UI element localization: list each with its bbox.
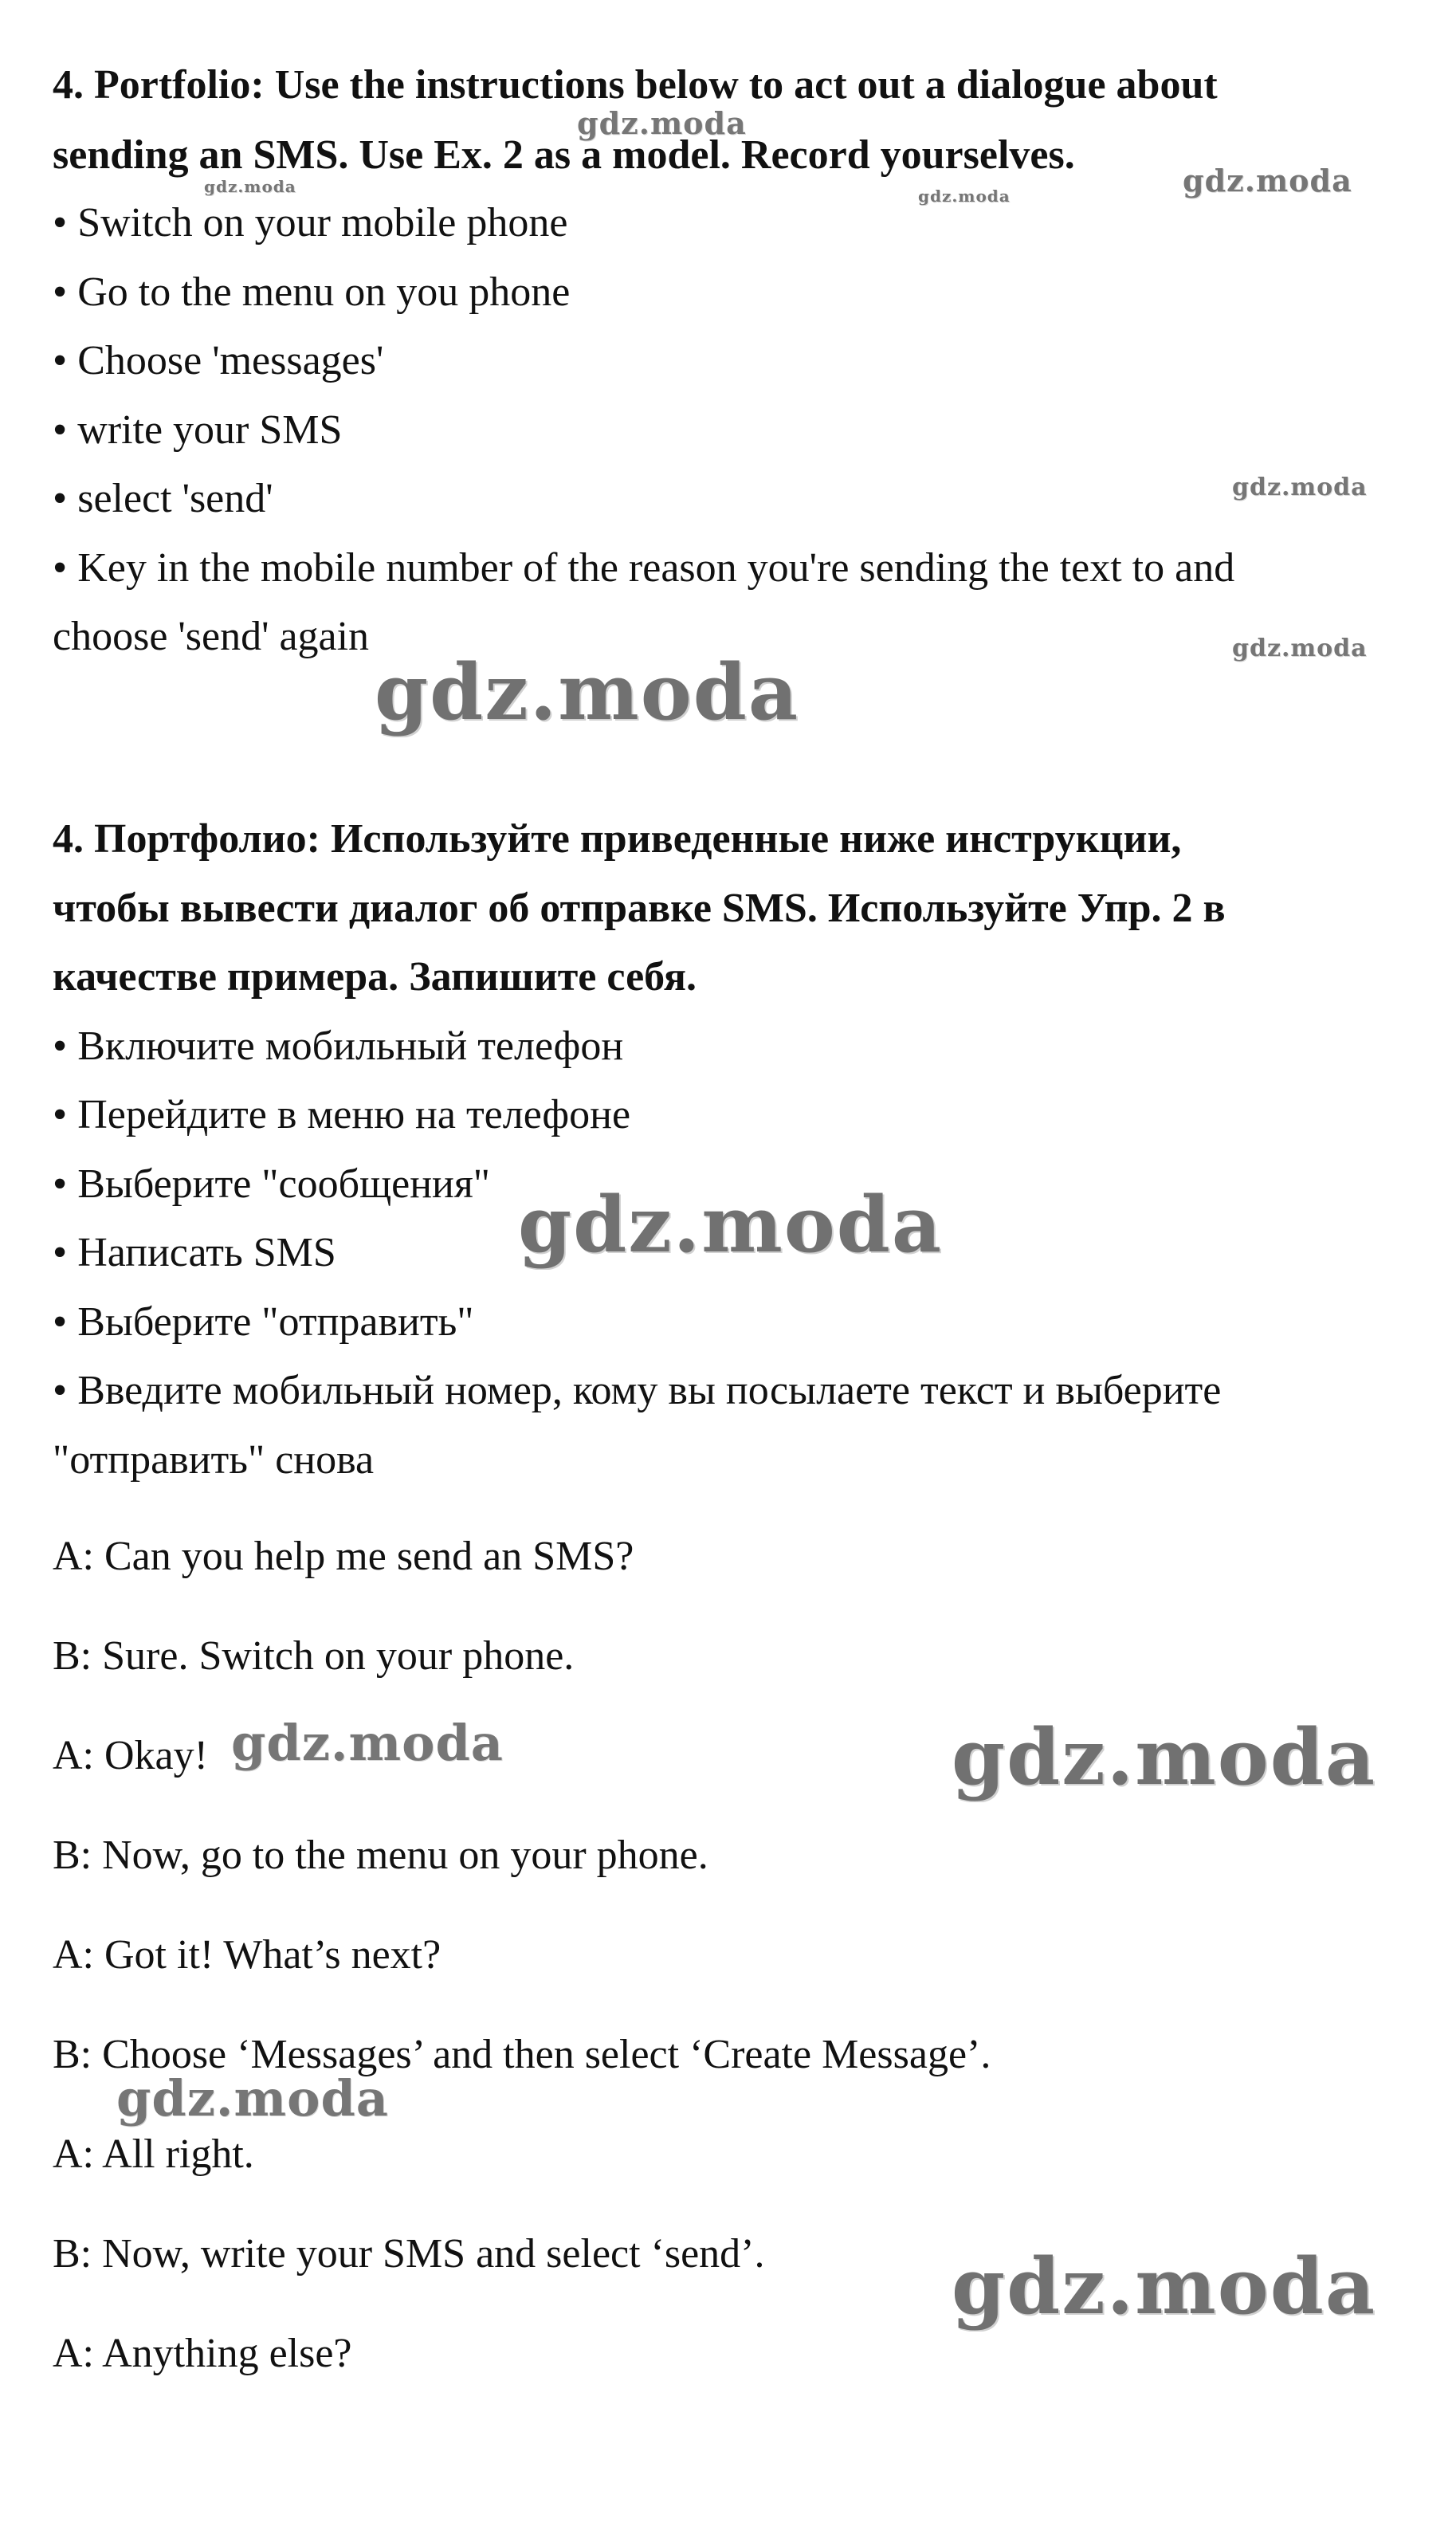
english-bullet-4: • write your SMS bbox=[53, 407, 343, 453]
dialogue-line-3: A: Okay! bbox=[53, 1733, 208, 1778]
english-bullet-2: • Go to the menu on you phone bbox=[53, 269, 571, 315]
russian-heading-line-1: 4. Портфолио: Используйте приведенные ниже инструкции, bbox=[53, 816, 1182, 862]
english-bullet-1: • Switch on your mobile phone bbox=[53, 200, 568, 246]
english-bullet-6: • Key in the mobile number of the reason you're sending the text to and bbox=[53, 545, 1235, 591]
watermark: gdz.moda bbox=[1232, 473, 1368, 501]
dialogue-line-7: A: All right. bbox=[53, 2131, 254, 2177]
english-bullet-5: • select 'send' bbox=[53, 476, 273, 521]
russian-bullet-2: • Перейдите в меню на телефоне bbox=[53, 1092, 631, 1137]
watermark: gdz.moda bbox=[1232, 634, 1368, 662]
watermark: gdz.moda bbox=[952, 2241, 1377, 2332]
watermark: gdz.moda bbox=[952, 1712, 1377, 1802]
english-bullet-continuation: choose 'send' again bbox=[53, 614, 370, 659]
watermark: gdz.moda bbox=[375, 647, 800, 737]
watermark: gdz.moda bbox=[1183, 163, 1352, 198]
russian-heading-line-2: чтобы вывести диалог об отправке SMS. Используйте Упр. 2 в bbox=[53, 886, 1226, 931]
russian-bullet-1: • Включите мобильный телефон bbox=[53, 1023, 624, 1069]
watermark: gdz.moda bbox=[231, 1714, 504, 1772]
dialogue-line-2: B: Sure. Switch on your phone. bbox=[53, 1633, 575, 1679]
watermark: gdz.moda bbox=[918, 187, 1011, 206]
watermark: gdz.moda bbox=[116, 2069, 389, 2127]
russian-bullet-3: • Выберите "сообщения" bbox=[53, 1161, 490, 1207]
russian-bullet-continuation: "отправить" снова bbox=[53, 1437, 375, 1483]
dialogue-line-8: B: Now, write your SMS and select ‘send’. bbox=[53, 2231, 765, 2277]
english-bullet-3: • Choose 'messages' bbox=[53, 338, 384, 383]
watermark: gdz.moda bbox=[518, 1180, 944, 1270]
dialogue-line-4: B: Now, go to the menu on your phone. bbox=[53, 1833, 708, 1878]
dialogue-line-6: B: Choose ‘Messages’ and then select ‘Create Message’. bbox=[53, 2032, 991, 2077]
russian-bullet-4: • Написать SMS bbox=[53, 1230, 336, 1275]
english-heading-line-1: 4. Portfolio: Use the instructions below to act out a dialogue about bbox=[53, 62, 1218, 108]
russian-bullet-5: • Выберите "отправить" bbox=[53, 1299, 474, 1345]
dialogue-line-1: A: Can you help me send an SMS? bbox=[53, 1534, 634, 1579]
russian-heading-line-3: качестве примера. Запишите себя. bbox=[53, 954, 697, 1000]
watermark: gdz.moda bbox=[577, 105, 747, 141]
russian-bullet-6: • Введите мобильный номер, кому вы посылаете текст и выберите bbox=[53, 1368, 1222, 1413]
english-heading-line-2: sending an SMS. Use Ex. 2 as a model. Record yourselves. bbox=[53, 132, 1075, 178]
watermark: gdz.moda bbox=[204, 177, 296, 196]
dialogue-line-9: A: Anything else? bbox=[53, 2331, 352, 2376]
dialogue-line-5: A: Got it! What’s next? bbox=[53, 1932, 442, 1978]
